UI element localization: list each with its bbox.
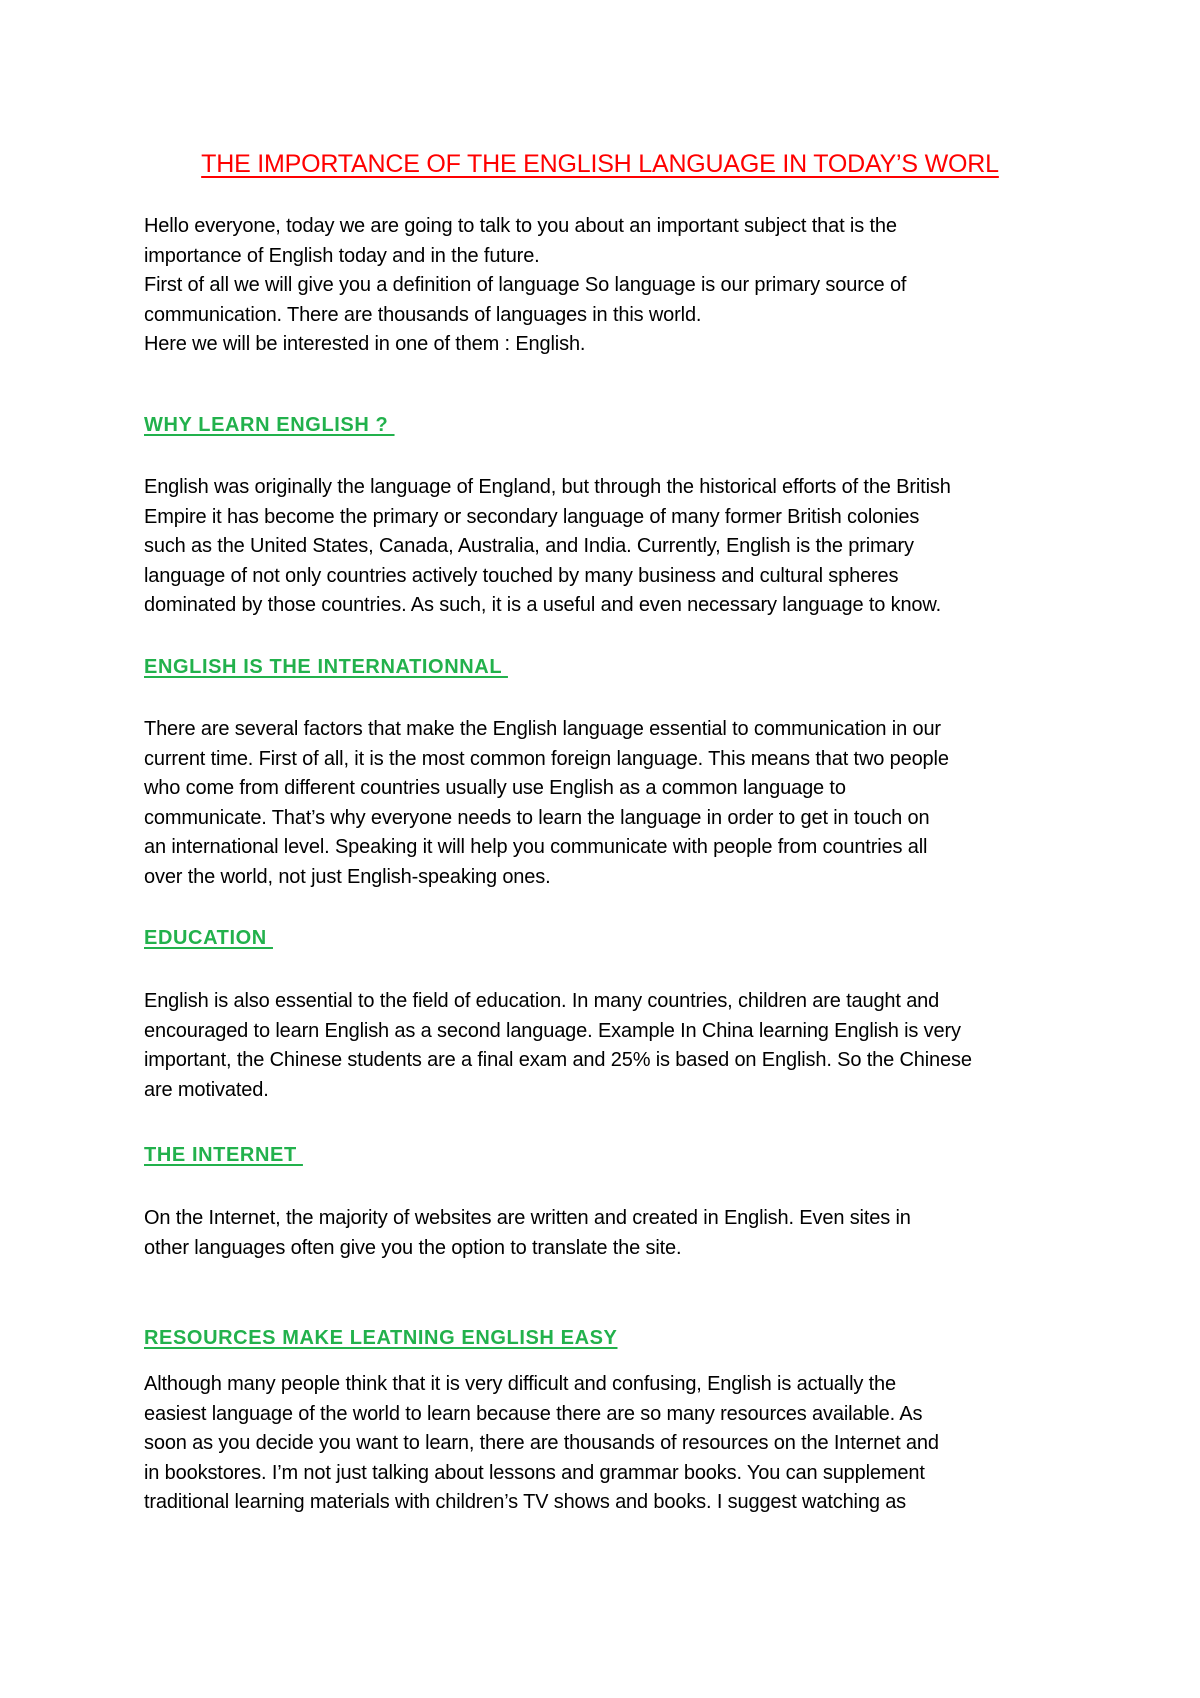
paragraph-line: are motivated. [144,1078,269,1101]
paragraph-line: current time. First of all, it is the most common foreign language. This means that two people [144,747,949,770]
section-paragraph-international [144,715,1074,892]
paragraph-line: communicate. That’s why everyone needs to learn the language in order to get in touch on [144,806,930,829]
paragraph-line: English is also essential to the field of education. In many countries, children are taught and [144,990,940,1012]
section-heading-why-learn-english: WHY LEARN ENGLISH ? [144,414,395,436]
paragraph-line: easiest language of the world to learn because there are so many resources available. As [144,1402,923,1425]
document-title: THE IMPORTANCE OF THE ENGLISH LANGUAGE IN TODAY’S WORL [201,150,999,178]
paragraph-line: such as the United States, Canada, Australia, and India. Currently, English is the primary [144,535,914,557]
section-paragraph-internet [144,1204,1074,1263]
intro-paragraph [144,212,1074,360]
section-heading-internet: THE INTERNET [144,1144,303,1166]
section-paragraph-education [144,987,1074,1105]
paragraph-line: Although many people think that it is very difficult and confusing, English is actually the [144,1373,896,1395]
paragraph-line: other languages often give you the option to translate the site. [144,1236,682,1259]
paragraph-line: an international level. Speaking it will help you communicate with people from countries all [144,836,928,858]
paragraph-line: language of not only countries actively touched by many business and cultural spheres [144,564,899,587]
paragraph-line: soon as you decide you want to learn, there are thousands of resources on the Internet and [144,1432,939,1454]
intro-line: Here we will be interested in one of them : English. [144,333,586,355]
section-paragraph-why-learn-english [144,473,1074,621]
intro-line: importance of English today and in the future. [144,244,540,267]
paragraph-line: Empire it has become the primary or secondary language of many former British colonies [144,505,920,528]
intro-line: communication. There are thousands of languages in this world. [144,303,702,326]
intro-line: Hello everyone, today we are going to talk to you about an important subject that is the [144,215,897,237]
section-heading-international: ENGLISH IS THE INTERNATIONNAL [144,656,508,678]
paragraph-line: There are several factors that make the English language essential to communication in our [144,718,941,740]
section-heading-education: EDUCATION [144,927,273,949]
paragraph-line: dominated by those countries. As such, it is a useful and even necessary language to know. [144,594,941,616]
intro-line: First of all we will give you a definition of language So language is our primary source of [144,274,907,296]
section-paragraph-resources [144,1370,1074,1518]
paragraph-line: over the world, not just English-speaking ones. [144,865,551,888]
paragraph-line: who come from different countries usually use English as a common language to [144,777,846,799]
paragraph-line: traditional learning materials with children’s TV shows and books. I suggest watching as [144,1491,907,1513]
paragraph-line: in bookstores. I’m not just talking about lessons and grammar books. You can supplement [144,1461,925,1484]
paragraph-line: encouraged to learn English as a second language. Example In China learning English is very [144,1019,961,1042]
paragraph-line: important, the Chinese students are a final exam and 25% is based on English. So the Chinese [144,1049,972,1071]
section-heading-resources: RESOURCES MAKE LEATNING ENGLISH EASY [144,1327,618,1349]
paragraph-line: On the Internet, the majority of websites are written and created in English. Even sites in [144,1207,911,1229]
paragraph-line: English was originally the language of England, but through the historical efforts of the British [144,476,951,498]
